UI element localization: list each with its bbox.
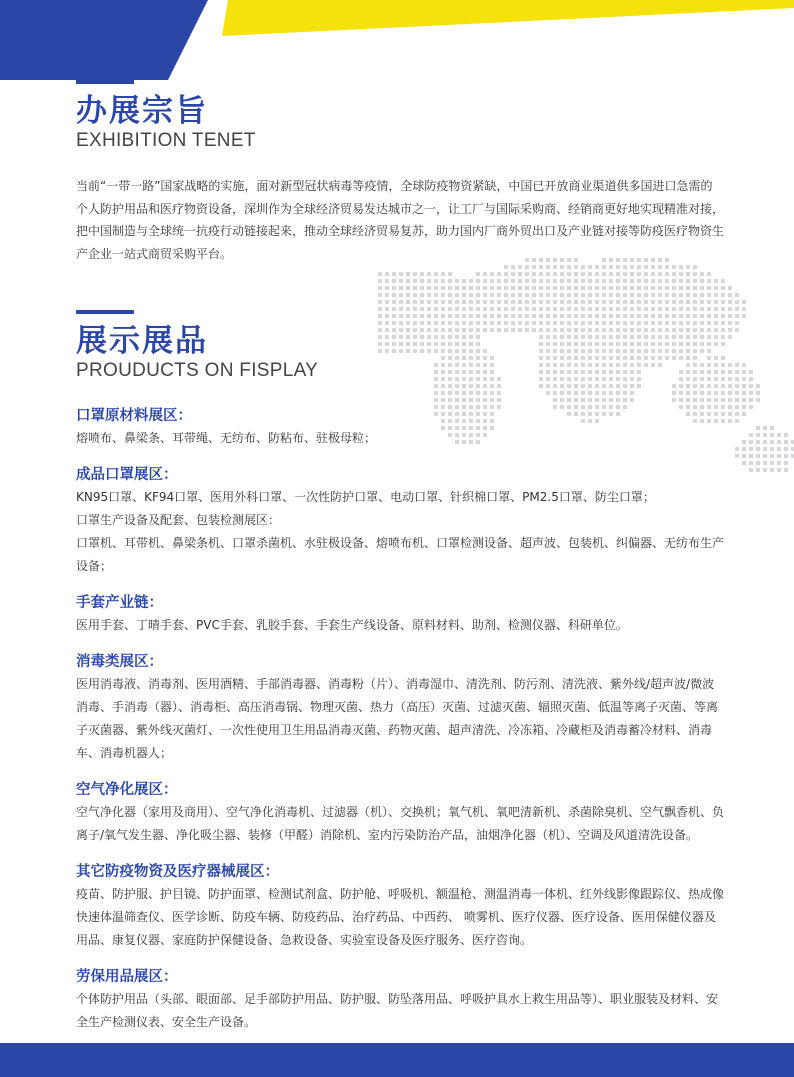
category-mask-materials	[76, 405, 724, 450]
category-subheading: 口罩生产设备及配套、包装检测展区：	[76, 513, 281, 527]
category-text: 疫苗、防护服、护目镜、防护面罩、检测试剂盒、防护舱、呼吸机、额温枪、测温消毒一体机、红外线影像跟踪仪、热成像快速体温筛查仪、医学诊断、防疫车辆、防疫药品、治疗药品、中西药、 喷雾机、医疗仪器、医疗设备、医用保健仪器及用品、康复仪器、家庭防护保健设备、急救设备、实验室设备及医疗服务、医疗咨询。	[76, 887, 725, 947]
category-title: 成品口罩展区：	[76, 467, 178, 483]
category-title: 手套产业链：	[76, 595, 163, 611]
section-title: 办展宗旨	[76, 93, 208, 129]
section-exhibition-tenet	[76, 80, 726, 152]
category-disinfection	[76, 651, 724, 765]
category-title: 消毒类展区：	[76, 654, 163, 670]
section-products	[76, 310, 726, 382]
product-categories	[76, 405, 724, 1048]
category-title: 劳保用品展区：	[76, 969, 178, 985]
category-title: 空气净化展区：	[76, 782, 178, 798]
category-finished-masks	[76, 464, 724, 578]
category-title: 口罩原材料展区：	[76, 408, 192, 424]
category-text: 空气净化器（家用及商用）、空气净化消毒机、过滤器（机）、交换机；氧气机、氧吧清新机、杀菌除臭机、空气飘香机、负离子/氧气发生器、净化吸尘器、装修（甲醛）消除机、室内污染防治产品，油烟净化器（机）、空调及风道清洗设备。	[76, 805, 725, 842]
title-accent-line	[76, 310, 134, 314]
category-title: 其它防疫物资及医疗器械展区：	[76, 864, 279, 880]
bottom-band	[0, 1043, 794, 1077]
title-accent-line	[76, 80, 134, 84]
category-text: 口罩机、耳带机、鼻梁条机、口罩杀菌机、水驻极设备、熔喷布机、口罩检测设备、超声波、包装机、纠偏器、无纺布生产设备；	[76, 536, 725, 573]
category-air-purification	[76, 779, 724, 847]
section-title: 展示展品	[76, 323, 208, 359]
category-text: 熔喷布、鼻梁条、耳带绳、无纺布、防粘布、驻极母粒；	[76, 431, 377, 445]
section-subtitle: PROUDUCTS ON FISPLAY	[76, 360, 319, 381]
category-text: 医用手套、丁晴手套、PVC手套、乳胶手套、手套生产线设备、原料材料、助剂、检测仪器、科研单位。	[76, 618, 628, 632]
category-text: KN95口罩、KF94口罩、医用外科口罩、一次性防护口罩、电动口罩、针织棉口罩、PM2.5口罩、防尘口罩；	[76, 490, 655, 504]
category-labor-protection	[76, 966, 724, 1034]
category-gloves	[76, 592, 724, 637]
tenet-paragraph: 当前“一带一路”国家战略的实施，面对新型冠状病毒等疫情，全球防疫物资紧缺，中国已开放商业渠道供多国进口急需的个人防护用品和医疗物资设备，深圳作为全球经济贸易发达城市之一，让工厂与国际采购商、经销商更好地实现精准对接，把中国制造与全球统一抗疫行动链接起来，推动全球经济贸易复苏，助力国内厂商外贸出口及产业链对接等防疫医疗物资生产企业一站式商贸采购平台。	[76, 179, 725, 261]
category-text: 个体防护用品（头部、眼面部、足手部防护用品、防护服、防坠落用品、呼吸护具水上救生用品等）、职业服装及材料、安全生产检测仪表、安全生产设备。	[76, 992, 719, 1029]
category-text: 医用消毒液、消毒剂、医用酒精、手部消毒器、消毒粉（片）、消毒湿巾、清洗剂、防污剂、清洗液、紫外线/超声波/微波消毒、手消毒（器）、消毒柜、高压消毒锅、物理灭菌、热力（高压）灭菌、过滤灭菌、辐照灭菌、低温等离子灭菌、等离子灭菌器、紫外线灭菌灯、一次性使用卫生用品消毒灭菌、药物灭菌、超声清洗、冷冻箱、冷藏柜及消毒蓄冷材料、消毒车、消毒机器人；	[76, 677, 719, 760]
section-subtitle: EXHIBITION TENET	[76, 130, 256, 151]
category-other-medical	[76, 861, 724, 952]
